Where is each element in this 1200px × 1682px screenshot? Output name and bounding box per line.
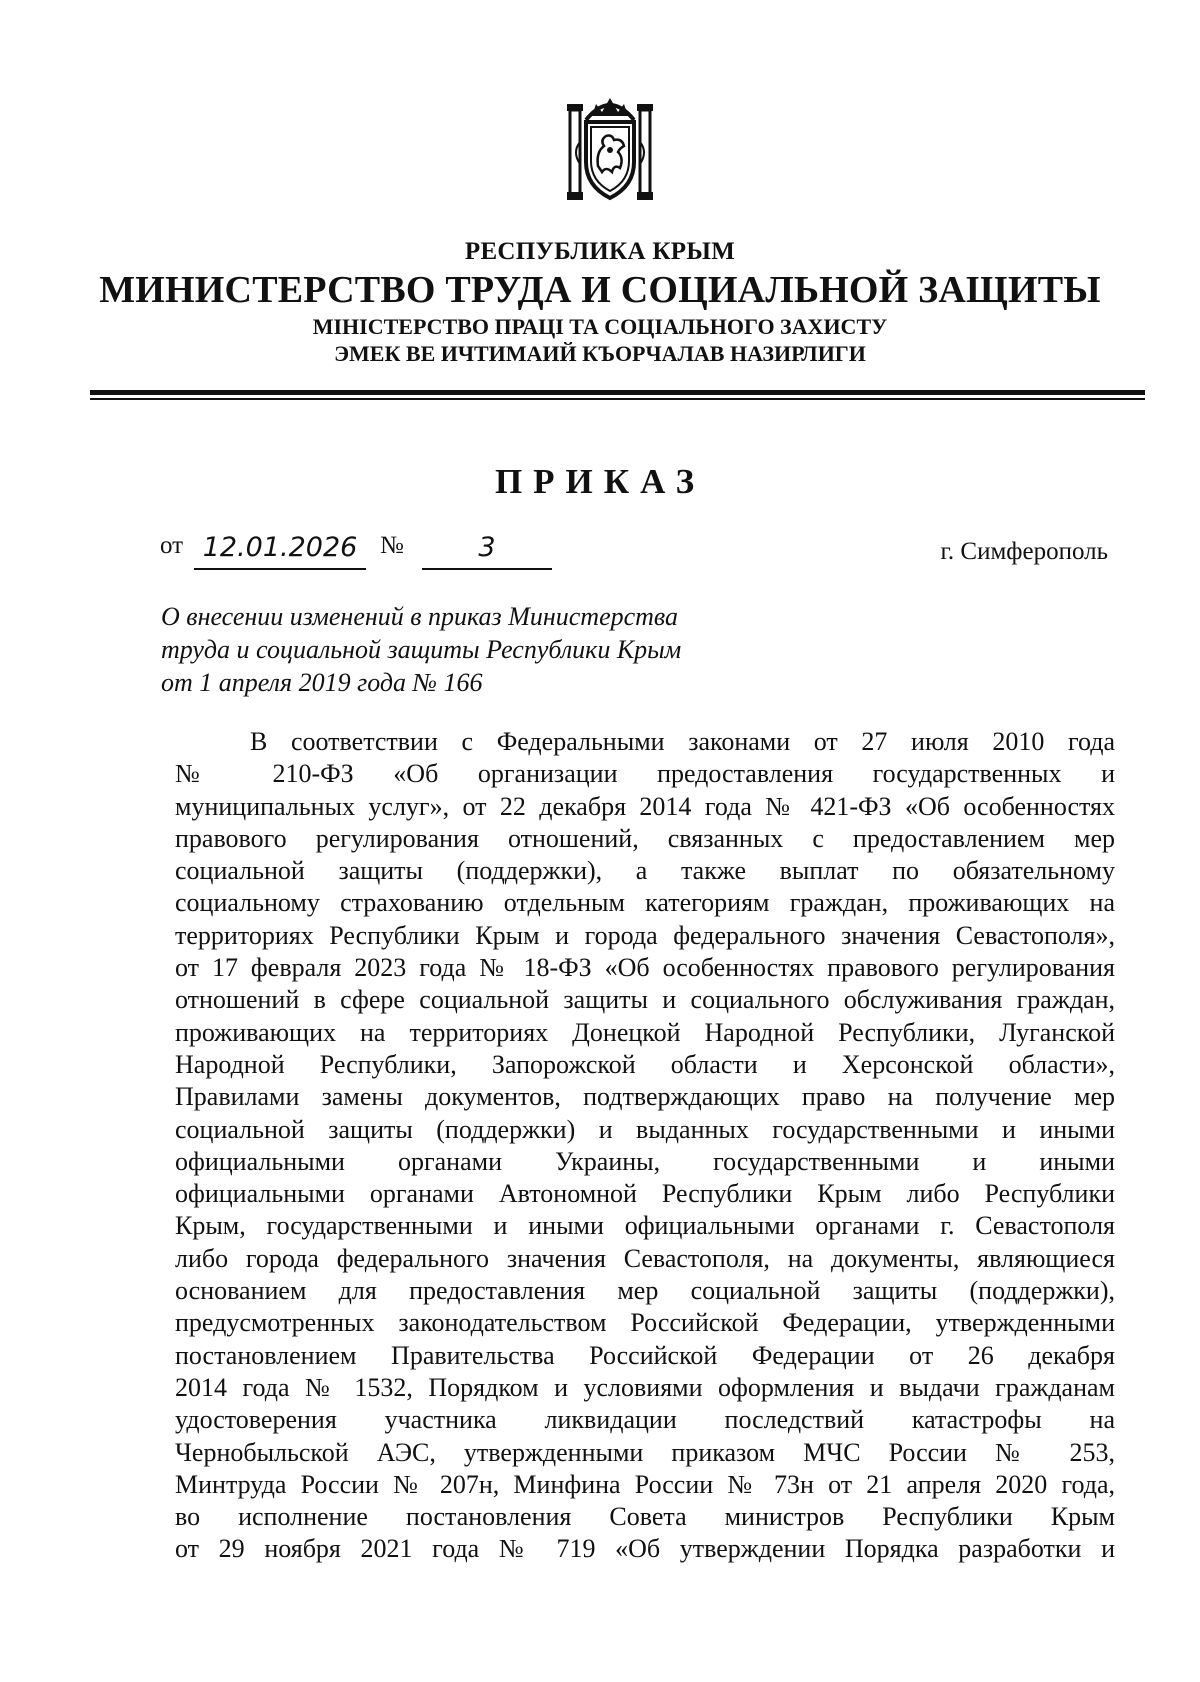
header-republic: РЕСПУБЛИКА КРЫМ: [464, 238, 736, 265]
crimea-coat-of-arms-icon: [566, 92, 654, 204]
document-number: 3: [422, 532, 552, 570]
body-line: во исполнение постановления Совета министров Республики Крым: [175, 1502, 1115, 1532]
body-line: 2014 года № 1532, Порядком и условиями оформления и выдачи гражданам: [175, 1372, 1115, 1402]
body-line: Правилами замены документов, подтверждающих право на получение мер: [175, 1082, 1115, 1112]
number-prefix: №: [380, 532, 404, 559]
body-line: муниципальных услуг», от 22 декабря 2014 года № 421-ФЗ «Об особенностях: [175, 791, 1115, 821]
date-prefix: от: [160, 532, 184, 559]
document-city: г. Симферополь: [940, 538, 1108, 565]
document-subject: [161, 600, 761, 699]
body-line: правового регулирования отношений, связанных с предоставлением мер: [175, 823, 1115, 853]
body-line: территориях Республики Крым и города федерального значения Севастополя»,: [175, 920, 1115, 950]
body-line: отношений в сфере социальной защиты и социального обслуживания граждан,: [175, 985, 1115, 1015]
body-line: социальной защиты (поддержки), а также выплат по обязательному: [175, 856, 1115, 886]
body-line: Чернобыльской АЭС, утвержденными приказом МЧС России № 253,: [175, 1437, 1115, 1467]
document-date: 12.01.2026: [194, 532, 366, 570]
document-title: ПРИКАЗ: [494, 462, 706, 501]
subject-line: труда и социальной защиты Республики Крым: [161, 635, 682, 664]
body-line: проживающих на территориях Донецкой Народной Республики, Луганской: [175, 1017, 1115, 1047]
body-line: В соответствии с Федеральными законами от 27 июля 2010 года: [250, 727, 1115, 756]
body-line: Народной Республики, Запорожской области и Херсонской области»,: [175, 1049, 1115, 1079]
body-line: от 29 ноября 2021 года № 719 «Об утверждении Порядка разработки и: [175, 1534, 1115, 1564]
body-line: социальной защиты (поддержки) и выданных государственными и иными: [175, 1114, 1115, 1144]
subject-line: О внесении изменений в приказ Министерства: [161, 602, 679, 631]
body-line: основанием для предоставления мер социальной защиты (поддержки),: [175, 1276, 1115, 1306]
header-divider-thin: [90, 398, 1145, 400]
body-line: либо города федерального значения Севастополя, на документы, являющиеся: [175, 1243, 1115, 1273]
body-line: удостоверения участника ликвидации последствий катастрофы на: [175, 1405, 1115, 1435]
subject-line: от 1 апреля 2019 года № 166: [161, 668, 483, 697]
body-line: Минтруда России № 207н, Минфина России № 73н от 21 апреля 2020 года,: [175, 1469, 1115, 1499]
header-ministry-crimean-tatar: ЭМЕК ВЕ ИЧТИМАИЙ КЪОРЧАЛАВ НАЗИРЛИГИ: [334, 341, 866, 366]
body-line: официальными органами Автономной Республики Крым либо Республики: [175, 1179, 1115, 1209]
body-line: постановлением Правительства Российской Федерации от 26 декабря: [175, 1340, 1115, 1370]
body-line: предусмотренных законодательством Российской Федерации, утвержденными: [175, 1308, 1115, 1338]
body-line: Крым, государственными и иными официальными органами г. Севастополя: [175, 1211, 1115, 1241]
header-divider-thick: [90, 390, 1145, 395]
body-line: социальному страхованию отдельным категориям граждан, проживающих на: [175, 888, 1115, 918]
header-ministry-ukrainian: МІНІСТЕРСТВО ПРАЦІ ТА СОЦІАЛЬНОГО ЗАХИСТУ: [312, 314, 888, 339]
body-line: официальными органами Украины, государственными и иными: [175, 1146, 1115, 1176]
body-line: от 17 февраля 2023 года № 18-ФЗ «Об особенностях правового регулирования: [175, 953, 1115, 983]
body-line: № 210-ФЗ «Об организации предоставления государственных и: [175, 759, 1115, 789]
header-ministry: МИНИСТЕРСТВО ТРУДА И СОЦИАЛЬНОЙ ЗАЩИТЫ: [99, 269, 1101, 311]
document-body: [175, 726, 1115, 1566]
